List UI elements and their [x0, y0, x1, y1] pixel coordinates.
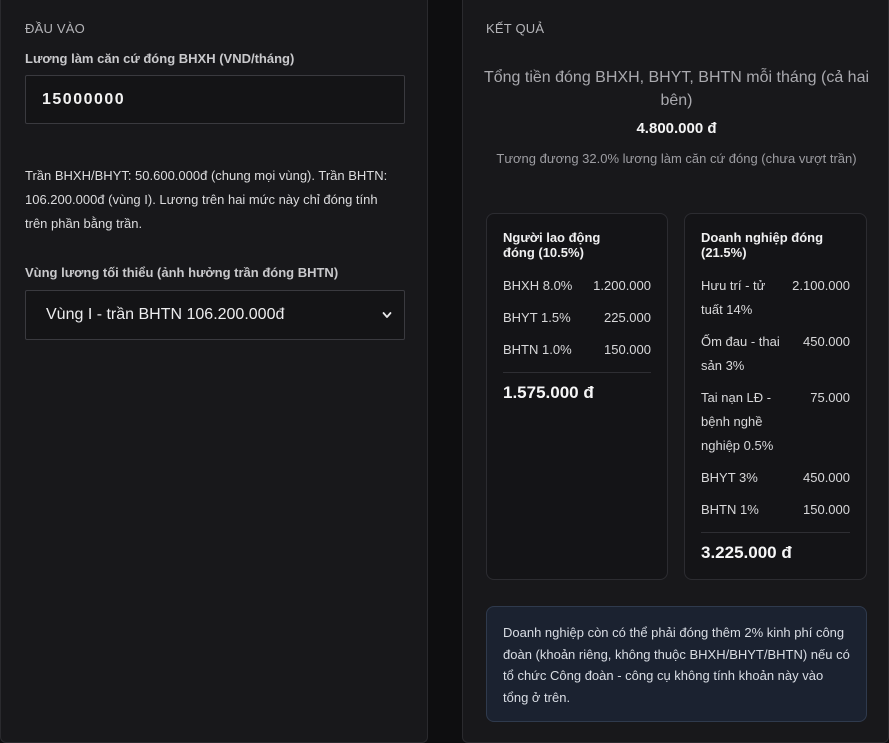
employer-row-bhtn [701, 498, 850, 522]
employer-total: 3.225.000 đ [701, 543, 792, 562]
employer-card [684, 213, 867, 580]
row-value: 150.000 [803, 502, 850, 517]
employer-row-bhyt [701, 466, 850, 490]
row-value: 2.100.000 [792, 278, 850, 293]
divider [503, 372, 651, 373]
row-value: 450.000 [803, 470, 850, 485]
chevron-down-icon [382, 310, 392, 320]
row-label: BHTN 1% [701, 502, 759, 517]
row-value: 75.000 [810, 390, 850, 405]
employer-row-retirement [701, 274, 850, 322]
region-select[interactable] [25, 290, 405, 340]
row-value: 450.000 [803, 334, 850, 349]
row-label: BHTN 1.0% [503, 342, 572, 357]
row-value: 150.000 [604, 342, 651, 357]
row-label: BHXH 8.0% [503, 278, 573, 293]
union-fee-note: Doanh nghiệp còn có thể phải đóng thêm 2% kinh phí công đoàn (khoản riêng, không thuộc BHXH/BHYT/BHTN) nếu có tổ chức Công đoàn - công cụ không tính khoản này vào tổng ở trên. [486, 606, 867, 722]
row-label: BHYT 3% [701, 470, 758, 485]
employer-row-accident [701, 386, 850, 458]
input-panel [0, 0, 428, 743]
salary-input[interactable] [25, 75, 405, 124]
row-label: Tai nạn LĐ - bệnh nghề nghiệp 0.5% [701, 390, 774, 453]
equivalent-note: Tương đương 32.0% lương làm căn cứ đóng (chưa vượt trần) [496, 151, 857, 166]
total-title: Tổng tiền đóng BHXH, BHYT, BHTN mỗi tháng (cả hai bên) [483, 69, 870, 109]
row-label: Hưu trí - tử tuất 14% [701, 278, 766, 317]
employee-row-bhtn [503, 338, 651, 362]
region-label: Vùng lương tối thiểu (ảnh hưởng trần đóng BHTN) [25, 265, 339, 280]
input-section-label: ĐẦU VÀO [25, 21, 85, 36]
region-selected-value: Vùng I - trần BHTN 106.200.000đ [46, 306, 285, 323]
result-section-label: KẾT QUẢ [486, 21, 545, 36]
total-value: 4.800.000 đ [636, 120, 717, 137]
divider [701, 532, 850, 533]
row-value: 1.200.000 [593, 278, 651, 293]
employee-card [486, 213, 668, 580]
employee-card-title: Người lao động đóng (10.5%) [503, 230, 601, 260]
ceiling-note: Trần BHXH/BHYT: 50.600.000đ (chung mọi vùng). Trần BHTN: 106.200.000đ (vùng I). Lương trên hai mức này chỉ đóng tính trên phần bằng trần. [25, 168, 388, 231]
employer-row-sickness [701, 330, 850, 378]
row-label: BHYT 1.5% [503, 310, 571, 325]
row-value: 225.000 [604, 310, 651, 325]
employee-row-bhxh [503, 274, 651, 298]
employee-row-bhyt [503, 306, 651, 330]
employer-card-title: Doanh nghiệp đóng (21.5%) [701, 230, 824, 260]
employee-total: 1.575.000 đ [503, 383, 594, 402]
salary-label: Lương làm căn cứ đóng BHXH (VND/tháng) [25, 51, 295, 66]
row-label: Ốm đau - thai sản 3% [701, 334, 780, 373]
result-panel [462, 0, 889, 743]
